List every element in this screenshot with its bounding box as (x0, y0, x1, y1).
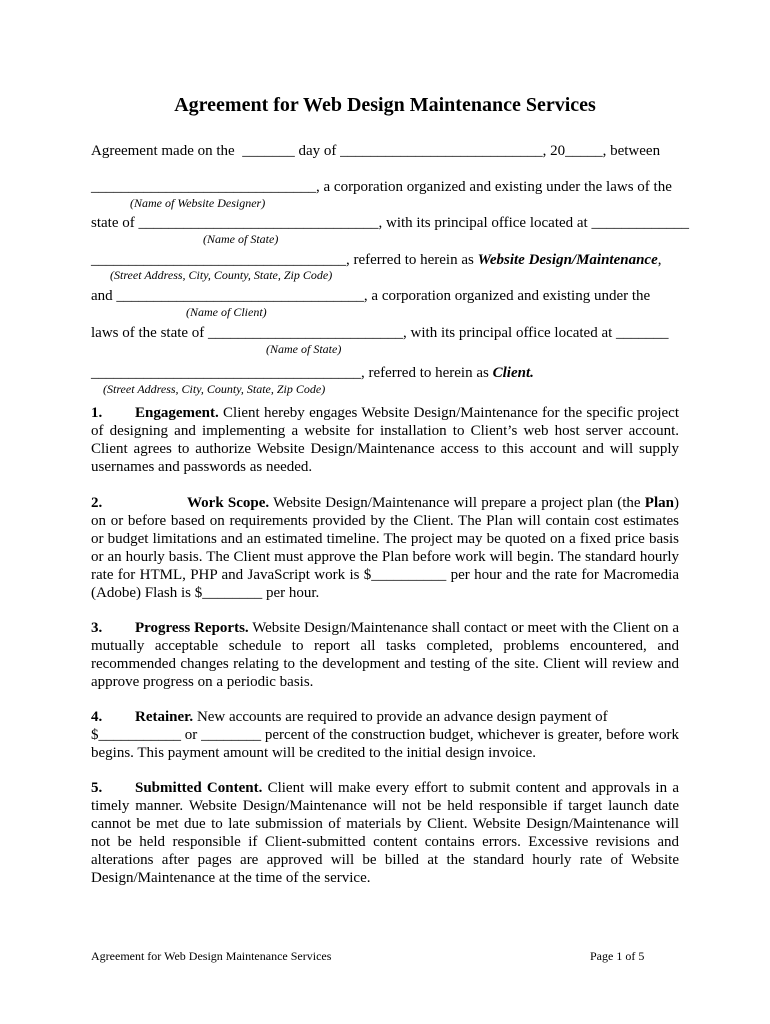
section-number: 2. (91, 495, 103, 511)
section-text: Website Design/Maintenance will prepare a project plan (the (269, 495, 645, 511)
section-heading: Progress Reports. (135, 620, 249, 636)
section-text-continued: ) on or before based on requirements provided by the Client. The Plan will contain cost estimates or budget limitations and an estimated timeline. The project may be quoted on a fixed price basis or an hourly basis. The Client must approve the Plan before work will begin. The standard hourly rate for HTML, PHP and JavaScript work is $__________ per hour and the rate for Macromedia (Adobe) Flash is $________ per hour. (91, 495, 679, 601)
section-heading: Engagement. (135, 405, 219, 421)
client-address-caption: (Street Address, City, County, State, Zip Code) (103, 382, 326, 396)
client-name-caption: (Name of Client) (186, 305, 267, 319)
page-title: Agreement for Web Design Maintenance Services (174, 94, 596, 116)
section-text: Website Design/Maintenance shall contact or meet with the Client on a mutually acceptable schedule to report all tasks completed, problems encountered, and recommended changes relating to the development and testing of the site. Client will review and approve progress on a periodic basis. (91, 620, 679, 690)
designer-address-text: __________________________________, referred to herein as (91, 252, 478, 268)
client-state-caption: (Name of State) (266, 342, 342, 356)
section-number: 3. (91, 620, 103, 636)
designer-name-caption: (Name of Website Designer) (130, 196, 266, 210)
plan-defined-term: Plan (644, 495, 674, 511)
section-text-continued: $___________ or ________ percent of the construction budget, whichever is greater, before work begins. This payment amount will be credited to the initial design invoice. (91, 727, 679, 761)
section-engagement (91, 404, 679, 476)
client-state-line: laws of the state of __________________________, with its principal office located at _______ (91, 325, 669, 341)
section-progress-reports (91, 619, 679, 691)
designer-state-caption: (Name of State) (203, 232, 279, 246)
client-defined-term: Client. (492, 365, 534, 381)
section-number: 4. (91, 709, 103, 725)
agreement-date-line: Agreement made on the _______ day of ___________________________, 20_____, between (91, 143, 661, 159)
section-number: 1. (91, 405, 103, 421)
client-address-text: ____________________________________, referred to herein as (91, 365, 493, 381)
designer-defined-term: Website Design/Maintenance (477, 252, 658, 268)
designer-address-caption: (Street Address, City, County, State, Zip Code) (110, 268, 333, 282)
section-number: 5. (91, 780, 103, 796)
designer-state-line: state of ________________________________, with its principal office located at _____________ (91, 215, 689, 231)
section-work-scope (91, 494, 679, 602)
client-name-line: and _________________________________, a corporation organized and existing under the (91, 288, 651, 304)
section-retainer (91, 708, 679, 762)
designer-address-suffix: , (657, 252, 662, 268)
section-heading: Work Scope. (187, 495, 270, 511)
section-text: New accounts are required to provide an advance design payment of (193, 709, 608, 725)
footer-document-title: Agreement for Web Design Maintenance Services (91, 949, 332, 963)
section-submitted-content (91, 779, 679, 887)
section-heading: Retainer. (135, 709, 194, 725)
designer-name-line: ______________________________, a corporation organized and existing under the laws of the (91, 179, 672, 195)
client-address-line (91, 364, 534, 382)
designer-address-line (91, 251, 662, 269)
footer-page-number: Page 1 of 5 (590, 949, 645, 963)
section-text: Client hereby engages Website Design/Maintenance for the specific project of designing and implementing a website for installation to Client’s web host server account. Client agrees to authorize Website Design/Maintenance access to this account and will supply usernames and passwords as needed. (91, 405, 679, 475)
section-heading: Submitted Content. (135, 780, 263, 796)
section-text: Client will make every effort to submit content and approvals in a timely manner. Website Design/Maintenance will not be held responsible if target launch date cannot be met due to late submission of materials by Client. Website Design/Maintenance will not be held responsible if Client-submitted content contains errors. Excessive revisions and alterations after pages are approved will be billed at the standard hourly rate of Website Design/Maintenance at the time of the service. (91, 780, 679, 886)
